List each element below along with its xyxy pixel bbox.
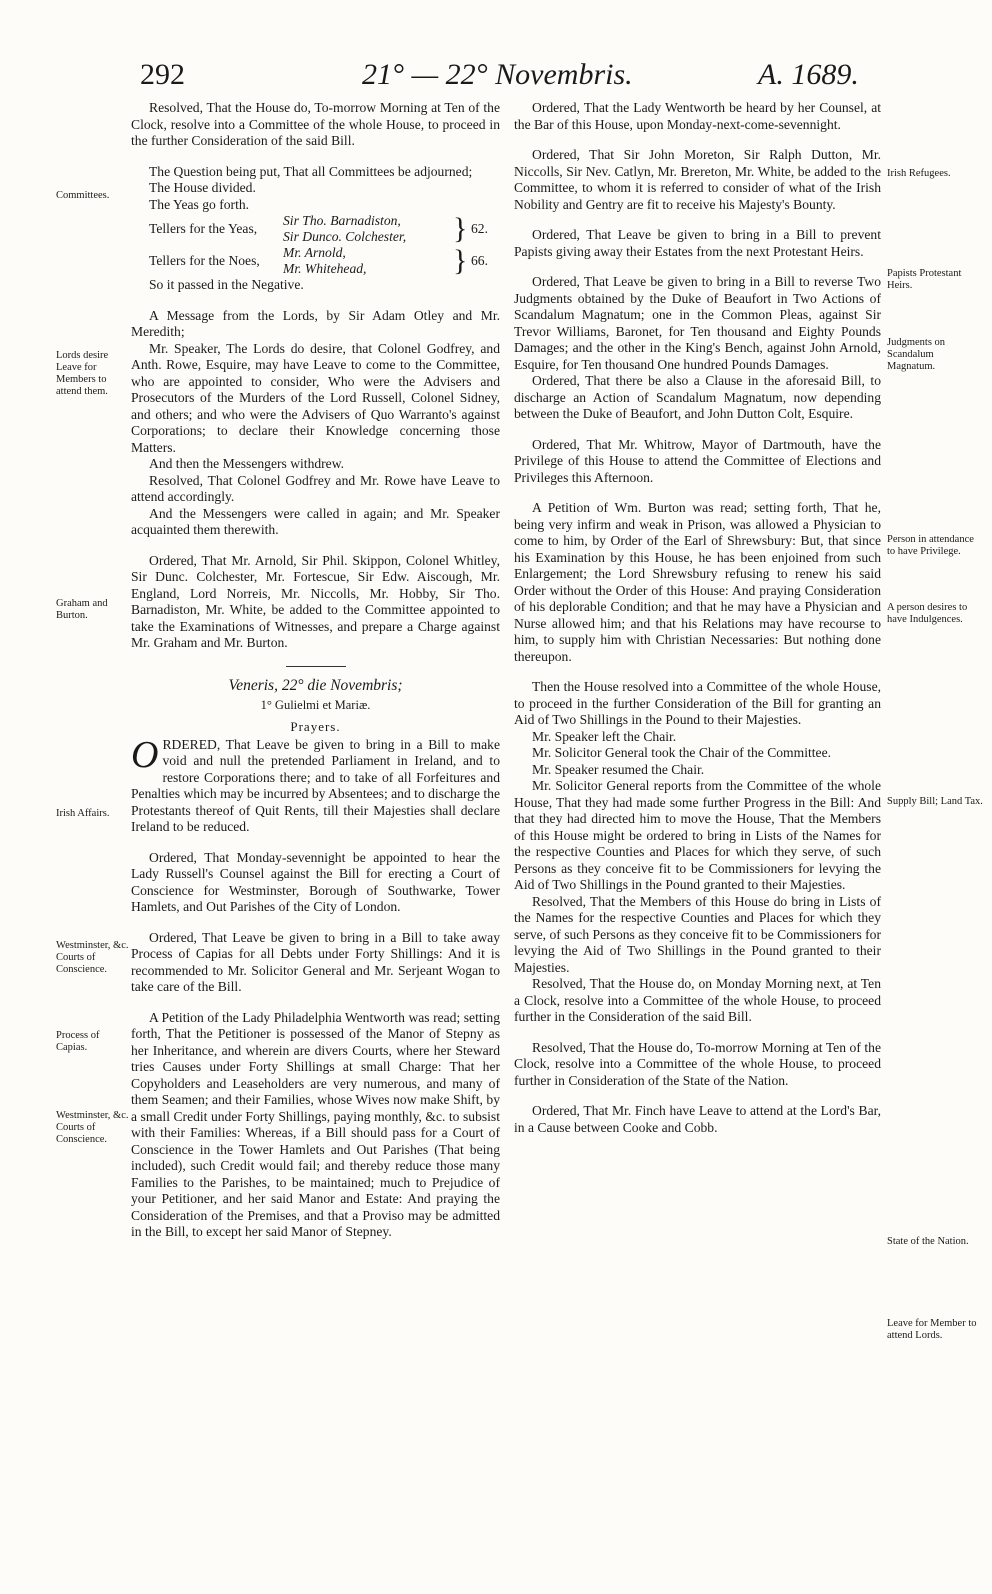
tellers-label: Tellers for the Yeas, [149, 221, 258, 236]
margin-note-person-desires: A person desires to have Indulgences. [887, 602, 968, 625]
margin-note-leave: Leave for Member to attend Lords. [887, 1318, 977, 1341]
margin-note-westminster-2: Westminster, &c. Courts of Conscience. [56, 1110, 129, 1145]
margin-note-irish-refugees: Irish Refugees. [887, 168, 951, 179]
brace-icon: } [453, 212, 468, 245]
paragraph: Mr. Speaker resumed the Chair. [532, 761, 705, 777]
teller-count: 62. [471, 221, 488, 236]
page-date: 21° — 22° Novembris. [362, 58, 633, 91]
teller-count: 66. [471, 253, 488, 268]
day-heading: Veneris, 22° die Novembris; [228, 676, 403, 694]
paragraph: Ordered, That Leave be given to bring in a Bill to prevent Papists giving away their Estates from the next Protestant Heirs. [514, 227, 881, 259]
margin-note-person-attendance: Person in attendance to have Privilege. [887, 534, 974, 557]
teller-name: Sir Dunco. Colchester, [283, 229, 407, 244]
paragraph: The House divided. [149, 180, 256, 195]
paragraph: Mr. Speaker, The Lords do desire, that Colonel Godfrey, and Anth. Rowe, Esquire, may have Leave to come to the Committee, who are appointed to consider, Who were the Advisers and Prosecutors of the Murders of the Lord Russell, Colonel Sidney, and others; and who were the Advisers of Quo Warranto's against Corporations; to declare their Knowledge concerning those Matters. [131, 340, 500, 455]
paragraph: Ordered, That Monday-sevennight be appointed to hear the Lady Russell's Counsel against the Bill for erecting a Court of Conscience for Westminster, Borough of Southwarke, Tower Hamlets, and Out Parishes of the City of London. [131, 849, 500, 914]
teller-name: Mr. Whitehead, [283, 261, 367, 276]
paragraph: Ordered, That there be also a Clause in the aforesaid Bill, to discharge an Action of Scandalum Magnatum, now depending between the Duke of Beaufort, and John Dutton Colt, Esquire. [514, 373, 881, 421]
reign-heading: 1° Gulielmi et Mariæ. [260, 697, 371, 712]
paragraph: So it passed in the Negative. [149, 277, 304, 292]
teller-name: Sir Tho. Barnadiston, [283, 213, 401, 228]
paragraph: Ordered, That the Lady Wentworth be heard by her Counsel, at the Bar of this House, upon Monday-next-come-sevennight. [514, 100, 881, 132]
paragraph: Resolved, That the House do, To-morrow Morning at Ten of the Clock, resolve into a Committee of the whole House, to proceed in the further Consideration of the said Bill. [131, 100, 500, 148]
brace-icon: } [453, 244, 468, 277]
margin-note-judgments: Judgments on Scandalum Magnatum. [887, 337, 946, 372]
paragraph [131, 733, 500, 836]
page-year: A. 1689. [758, 58, 859, 91]
paragraph: Mr. Solicitor General took the Chair of the Committee. [532, 745, 832, 760]
margin-note-irish-affairs: Irish Affairs. [56, 808, 110, 819]
tellers-noes [149, 245, 500, 277]
divider [286, 666, 346, 667]
paragraph: Ordered, That Mr. Finch have Leave to attend at the Lord's Bar, in a Cause between Cooke and Cobb. [514, 1103, 881, 1135]
margin-note-lords-desire: Lords desire Leave for Members to attend them. [56, 350, 109, 397]
paragraph: Ordered, That Leave be given to bring in a Bill to take away Process of Capias for all Debts under Forty Shillings: And it is recommended to Mr. Solicitor General and Mr. Serjeant Wogan to take care of the Bill. [131, 929, 500, 994]
margin-note-graham: Graham and Burton. [56, 598, 108, 621]
paragraph: Ordered, That Mr. Arnold, Sir Phil. Skippon, Colonel Whitley, Sir Dunc. Colchester, Mr. Fortescue, Sir Edw. Aiscough, Mr. England, Lord Norreis, Mr. Niccolls, Mr. Hobby, Sir Tho. Barnadiston, Mr. White, be added to the Committee appointed to take the Examinations of Witnesses, and prepare a Charge against Mr. Graham and Mr. Burton. [131, 552, 500, 650]
margin-note-papists: Papists Protestant Heirs. [887, 268, 962, 291]
paragraph: Resolved, That Colonel Godfrey and Mr. Rowe have Leave to attend accordingly. [131, 472, 500, 504]
page-header [0, 58, 992, 98]
right-column [514, 100, 881, 1136]
paragraph: Resolved, That the Members of this House do bring in Lists of the Names for the respective Counties and Places for which they serve, of such Persons as they conceive fit to be Commissioners for levying the Aid of Two Shillings in the Pound granted to their Majesties. [514, 893, 881, 975]
margin-note-state: State of the Nation. [887, 1236, 969, 1247]
tellers-yeas [149, 213, 500, 245]
teller-name: Mr. Arnold, [283, 245, 346, 260]
paragraph: Then the House resolved into a Committee of the whole House, to proceed in the further Consideration of the Bill for granting an Aid of Two Shillings in the Pound to their Majesties. [514, 679, 881, 727]
paragraph: Ordered, That Leave be given to bring in a Bill to reverse Two Judgments obtained by the Duke of Beaufort in Two Actions of Scandalum Magnatum; one in the Common Pleas, against Sir Trevor Williams, Baronet, for Ten thousand and Eighty Pounds Damages; and the other in the King's Bench, against John Arnold, Esquire, for Ten thousand One hundred Pounds Damages. [514, 274, 881, 372]
left-column [131, 100, 500, 1241]
margin-note-supply: Supply Bill; Land Tax. [887, 796, 983, 807]
paragraph: Resolved, That the House do, on Monday Morning next, at Ten a Clock, resolve into a Committee of the whole House, to proceed further in the Consideration of the said Bill. [514, 976, 881, 1024]
paragraph: A Message from the Lords, by Sir Adam Otley and Mr. Meredith; [131, 307, 500, 339]
paragraph: Ordered, That Mr. Whitrow, Mayor of Dartmouth, have the Privilege of this House to attend the Committee of Elections and Privileges this Afternoon. [514, 436, 881, 485]
paragraph-text: RDERED, That Leave be given to bring in a Bill to make void and null the pretended Parliament in Ireland, and to restore Corporations there; and to take of all Forfeitures and Penalties which may be incurred by Absentees; and to discharge the Protestants thereof of Quit Rents, till their Majesties shall declare Ireland to be reduced. [131, 736, 500, 834]
drop-cap: O [131, 733, 159, 776]
paragraph: And the Messengers were called in again; and Mr. Speaker acquainted them therewith. [131, 505, 500, 537]
paragraph: Resolved, That the House do, To-morrow Morning at Ten of the Clock, resolve into a Committee of the whole House, to proceed further in Consideration of the State of the Nation. [514, 1039, 881, 1088]
paragraph: Ordered, That Sir John Moreton, Sir Ralph Dutton, Mr. Niccolls, Sir Nev. Catlyn, Mr. Brereton, Mr. White, be added to the Committee, to whom it is referred to consider of what of the Irish Nobility and Gentry are fit to receive his Majesty's Bounty. [514, 147, 881, 212]
tellers-label: Tellers for the Noes, [149, 253, 260, 268]
paragraph: A Petition of the Lady Philadelphia Wentworth was read; setting forth, That the Petitioner is possessed of the Manor of Stepny as her Inheritance, and wherein are divers Courts, where her Steward tries Causes under Forty Shillings at small Charge: That her Copyholders and Leaseholders are very numerous, and many of them Seamen; and their Families, whose Wives now make Shift, by a small Credit under Forty Shillings, paying monthly, &c. to subsist with their Families: Whereas, if a Bill should pass for a Court of Conscience in the Tower Hamlets and Out Parishes (That being included), such Credit would fail; and thereby reduce those many Families to the Parishes, to be maintained; much to Prejudice of your Petitioner, and her said Manor and Estate: And praying the Consideration of the Premises, and that a Proviso may be admitted in the Bill, to except her said Manor of Stepney. [131, 1009, 500, 1239]
prayers-heading: Prayers. [290, 718, 341, 734]
page-number: 292 [140, 58, 185, 91]
paragraph: And then the Messengers withdrew. [149, 456, 345, 471]
paragraph: The Yeas go forth. [149, 196, 250, 212]
margin-note-westminster-1: Westminster, &c. Courts of Conscience. [56, 940, 129, 975]
paragraph: Mr. Solicitor General reports from the Committee of the whole House, That they had made some further Progress in the Bill: And that they had directed him to move the House, That the Members of this House might be ordered to bring in Lists of the Names for the respective Counties and Places for which they serve, of such Persons as they conceive fit to be Commissioners for levying the Aid of Two Shillings in the Pound granted to their Majesties. [514, 778, 881, 892]
paragraph: Mr. Speaker left the Chair. [532, 728, 677, 744]
margin-note-committees: Committees. [56, 190, 110, 201]
paragraph: A Petition of Wm. Burton was read; setting forth, That he, being very infirm and weak in Prison, was allowed a Physician to come to him, by Order of the Earl of Shrewsbury: But, that since his Examination by this House, he has been enjoined from such Enlargement; the Lord Shrewsbury refusing to renew his said Order without the Order of this House: And praying Consideration of his deplorable Condition; and that he may have a Physician and Nurse allowed him; and that his Relations may have recourse to him, to supply him with Christian Necessaries: But nothing done thereupon. [514, 500, 881, 664]
paragraph: The Question being put, That all Committees be adjourned; [149, 163, 473, 179]
margin-note-process: Process of Capias. [56, 1030, 100, 1053]
